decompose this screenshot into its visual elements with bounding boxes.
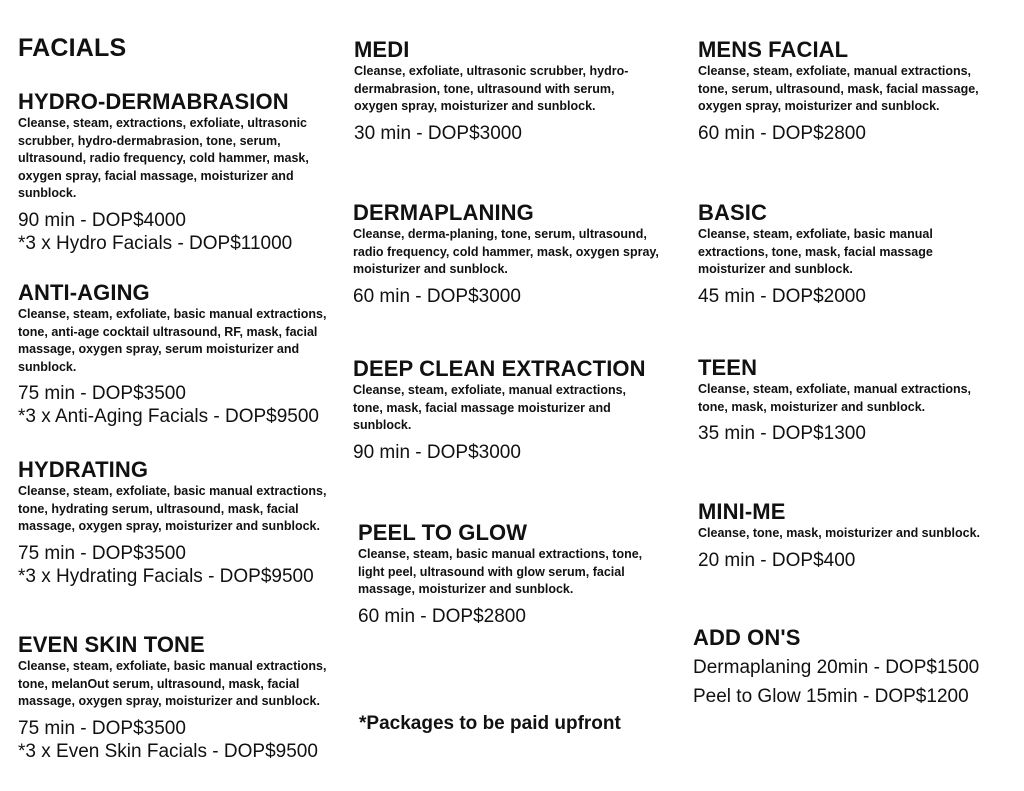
service-price: 20 min - DOP$400 <box>698 549 856 571</box>
service-peel-to-glow <box>358 520 663 628</box>
service-price: 75 min - DOP$3500 <box>18 542 186 564</box>
service-title: DERMAPLANING <box>353 200 534 225</box>
service-price: 90 min - DOP$3000 <box>353 441 521 463</box>
service-price: 90 min - DOP$4000 <box>18 209 186 231</box>
service-title: MINI-ME <box>698 499 786 524</box>
service-deep-clean-extraction <box>353 356 653 464</box>
service-title: BASIC <box>698 200 767 225</box>
add-ons-section <box>693 625 1018 711</box>
service-price: 45 min - DOP$2000 <box>698 285 866 307</box>
service-description: Cleanse, steam, exfoliate, manual extractions, tone, serum, ultrasound, mask, facial massage, oxygen spray, moisturizer and sunblock. <box>698 64 979 113</box>
service-description: Cleanse, derma-planing, tone, serum, ultrasound, radio frequency, cold hammer, mask, oxygen spray, moisturizer and sunblock. <box>353 227 659 276</box>
service-title: MEDI <box>354 37 410 62</box>
service-dermaplaning <box>353 200 668 308</box>
service-description: Cleanse, steam, exfoliate, basic manual extractions, tone, hydrating serum, ultrasound, mask, facial massage, oxygen spray, moisturizer and sunblock. <box>18 484 327 533</box>
service-even-skin-tone <box>18 632 333 763</box>
package-price: *3 x Hydro Facials - DOP$11000 <box>18 232 293 254</box>
service-description: Cleanse, steam, exfoliate, manual extractions, tone, mask, facial massage moisturizer and sunblock. <box>353 383 627 432</box>
service-price: 30 min - DOP$3000 <box>354 122 522 144</box>
service-title: MENS FACIAL <box>698 37 849 62</box>
service-description: Cleanse, exfoliate, ultrasonic scrubber, hydro-dermabrasion, tone, ultrasound with serum, oxygen spray, moisturizer and sunblock. <box>354 64 629 113</box>
service-hydro-dermabrasion <box>18 89 336 255</box>
packages-note: *Packages to be paid upfront <box>359 713 621 734</box>
service-price: 75 min - DOP$3500 <box>18 383 186 404</box>
service-title: HYDRATING <box>18 457 149 482</box>
service-description: Cleanse, steam, exfoliate, basic manual extractions, tone, melanOut serum, ultrasound, mask, facial massage, oxygen spray, moisturizer and sunblock. <box>18 659 327 708</box>
page-title: FACIALS <box>18 34 127 62</box>
service-medi <box>354 37 654 145</box>
service-title: TEEN <box>698 355 758 380</box>
service-anti-aging <box>18 280 328 428</box>
service-description: Cleanse, steam, exfoliate, basic manual extractions, tone, anti-age cocktail ultrasound, RF, mask, facial massage, oxygen spray, serum moisturizer and sunblock. <box>18 307 327 374</box>
add-on-item: Peel to Glow 15min - DOP$1200 <box>693 686 969 707</box>
service-mens-facial <box>698 37 1003 145</box>
service-title: HYDRO-DERMABRASION <box>18 89 289 114</box>
service-price: 60 min - DOP$2800 <box>698 122 866 144</box>
service-description: Cleanse, steam, extractions, exfoliate, ultrasonic scrubber, hydro-dermabrasion, tone, serum, ultrasound, radio frequency, cold hammer, mask, oxygen spray, facial massage, moisturizer and sunblock. <box>18 116 309 200</box>
add-on-item: Dermaplaning 20min - DOP$1500 <box>693 657 980 678</box>
package-price: *3 x Even Skin Facials - DOP$9500 <box>18 740 318 762</box>
service-price: 60 min - DOP$2800 <box>358 605 526 627</box>
service-mini-me <box>698 499 1018 572</box>
service-hydrating <box>18 457 333 588</box>
add-ons-title: ADD ON'S <box>693 625 801 650</box>
package-price: *3 x Anti-Aging Facials - DOP$9500 <box>18 406 319 427</box>
package-price: *3 x Hydrating Facials - DOP$9500 <box>18 565 314 587</box>
service-teen <box>698 355 1003 445</box>
service-description: Cleanse, steam, exfoliate, manual extractions, tone, mask, moisturizer and sunblock. <box>698 382 972 414</box>
service-price: 60 min - DOP$3000 <box>353 285 521 307</box>
service-title: EVEN SKIN TONE <box>18 632 205 657</box>
service-price: 75 min - DOP$3500 <box>18 717 186 739</box>
service-description: Cleanse, tone, mask, moisturizer and sunblock. <box>698 526 981 540</box>
service-description: Cleanse, steam, exfoliate, basic manual extractions, tone, mask, facial massage moisturizer and sunblock. <box>698 227 933 276</box>
service-price: 35 min - DOP$1300 <box>698 423 866 444</box>
service-title: ANTI-AGING <box>18 280 150 305</box>
service-description: Cleanse, steam, basic manual extractions, tone, light peel, ultrasound with glow serum, facial massage, moisturizer and sunblock. <box>358 547 643 596</box>
service-title: PEEL TO GLOW <box>358 520 528 545</box>
service-basic <box>698 200 978 308</box>
service-title: DEEP CLEAN EXTRACTION <box>353 356 646 381</box>
